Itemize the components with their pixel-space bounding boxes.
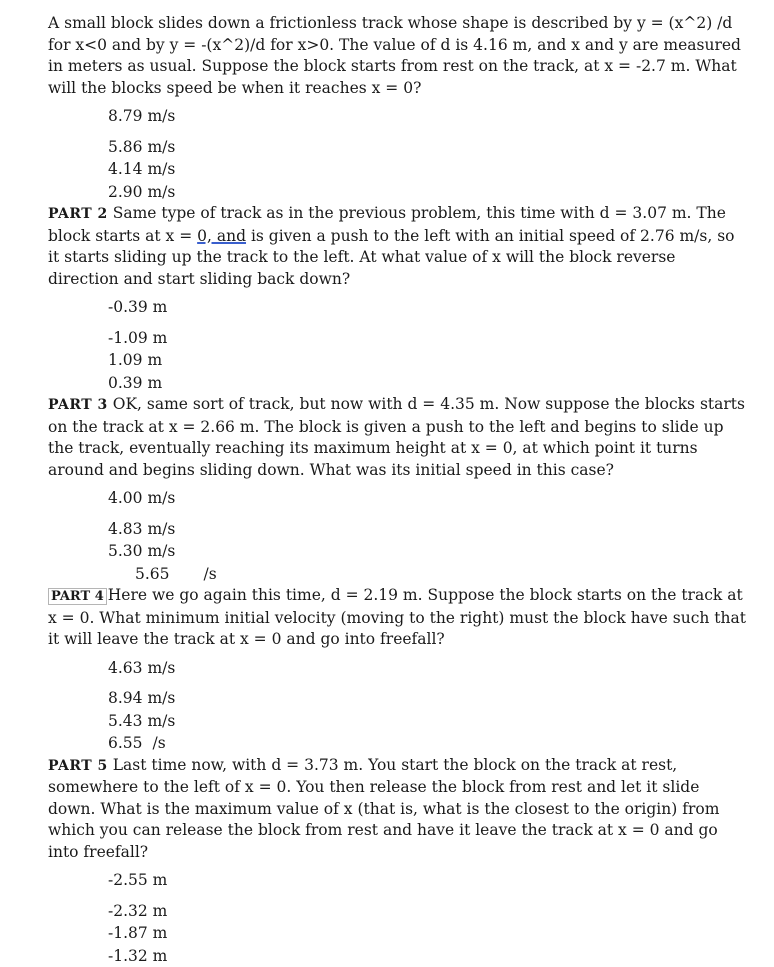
part-1-section (48, 13, 748, 203)
part-5-options (48, 869, 748, 967)
answer-option-unit: /s (204, 565, 217, 583)
part-2-question (48, 203, 748, 290)
part-2-label: PART 2 (48, 206, 108, 222)
part-5-question (48, 755, 748, 864)
answer-option[interactable]: -1.87 m (48, 922, 748, 945)
answer-option[interactable]: -0.39 m (48, 296, 748, 319)
answer-option[interactable]: 5.86 m/s (48, 136, 748, 159)
answer-option[interactable]: 5.43 m/s (48, 710, 748, 733)
answer-option[interactable]: 8.79 m/s (48, 105, 748, 128)
part-3-options (48, 487, 748, 585)
part-2-question-text-a: Same type of track as in the previous problem, this time with d = 3.07 m. The block starts at x = (48, 204, 726, 245)
answer-option[interactable]: 4.14 m/s (48, 158, 748, 181)
answer-option[interactable]: -2.55 m (48, 869, 748, 892)
answer-option[interactable]: 0.39 m (48, 372, 748, 395)
part-5-section (48, 755, 748, 967)
answer-option[interactable]: 4.83 m/s (48, 518, 748, 541)
part-4-question-text: Here we go again this time, d = 2.19 m. Suppose the block starts on the track at x = 0. What minimum initial velocity (moving to the right) must the block have such that it will leave the track at x = 0 and go into freefall? (48, 586, 746, 648)
part-2-underlined-text: 0, and (197, 227, 246, 245)
part-1-options (48, 105, 748, 203)
answer-option[interactable]: -1.09 m (48, 327, 748, 350)
answer-option[interactable] (48, 732, 748, 755)
answer-option[interactable]: 5.30 m/s (48, 540, 748, 563)
part-4-question (48, 585, 748, 651)
answer-option[interactable]: -2.32 m (48, 900, 748, 923)
part-3-question (48, 394, 748, 481)
part-3-label: PART 3 (48, 397, 108, 413)
part-4-label: PART 4 (48, 588, 107, 605)
part-2-question-text-b: is given a push to the left with an initial speed of 2.76 m/s, so it starts sliding up the track to the left. At what value of x will the block reverse direction and start sliding back down? (48, 227, 735, 288)
answer-option[interactable] (48, 563, 748, 586)
part-5-label: PART 5 (48, 758, 108, 774)
part-2-options (48, 296, 748, 394)
answer-option[interactable]: 8.94 m/s (48, 687, 748, 710)
answer-option[interactable]: 4.63 m/s (48, 657, 748, 680)
answer-option-unit: /s (153, 734, 166, 752)
answer-option[interactable]: 2.90 m/s (48, 181, 748, 204)
part-4-options (48, 657, 748, 755)
part-4-section (48, 585, 748, 755)
part-5-question-text: Last time now, with d = 3.73 m. You start the block on the track at rest, somewhere to the left of x = 0. You then release the block from rest and let it slide down. What is the maximum value of x (that is, what is the closest to the origin) from which you can release the block from rest and have it leave the track at x = 0 and go into freefall? (48, 756, 719, 861)
document-page (48, 12, 748, 967)
part-2-section (48, 203, 748, 394)
part-3-section (48, 394, 748, 585)
answer-option-value: 5.65 (135, 565, 170, 583)
answer-option[interactable]: 1.09 m (48, 349, 748, 372)
answer-option[interactable]: -1.32 m (48, 945, 748, 967)
part-1-question: A small block slides down a frictionless track whose shape is described by y = (x^2) /d for x<0 and by y = -(x^2)/d for x>0. The value of d is 4.16 m, and x and y are measured in meters as usual. Suppose the block starts from rest on the track, at x = -2.7 m. What will the blocks speed be when it reaches x = 0? (48, 13, 748, 99)
answer-option-value: 6.55 (108, 734, 143, 752)
answer-option[interactable]: 4.00 m/s (48, 487, 748, 510)
part-3-question-text: OK, same sort of track, but now with d = 4.35 m. Now suppose the blocks starts on the track at x = 2.66 m. The block is given a push to the left and begins to slide up the track, eventually reaching its maximum height at x = 0, at which point it turns around and begins sliding down. What was its initial speed in this case? (48, 395, 745, 479)
